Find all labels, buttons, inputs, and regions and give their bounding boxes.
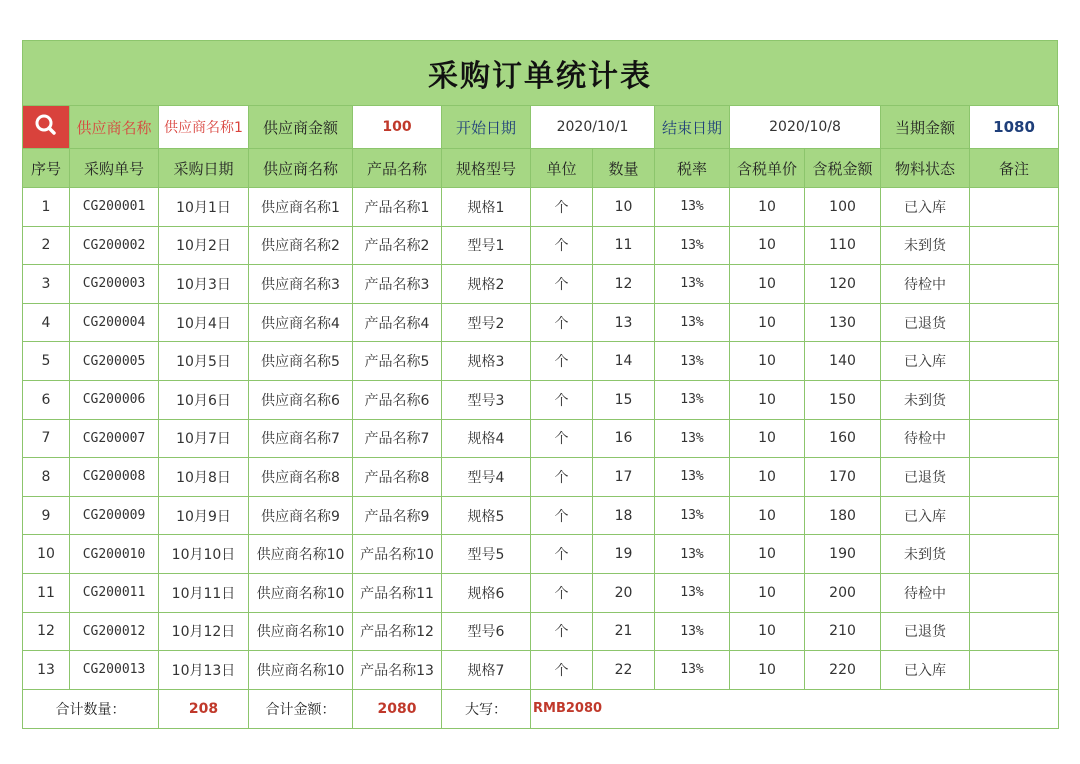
cell-tax-rate[interactable]: 13%: [655, 612, 730, 651]
cell-order-date[interactable]: 10月11日: [159, 573, 249, 612]
supplier-amount-label: 供应商金额: [249, 106, 353, 149]
cell-index[interactable]: 11: [23, 573, 70, 612]
header-quantity: 数量: [593, 149, 655, 188]
cell-remark[interactable]: [970, 573, 1059, 612]
supplier-name-input[interactable]: 供应商名称1: [159, 106, 249, 149]
header-order-no: 采购单号: [70, 149, 159, 188]
table-row: [23, 265, 1059, 304]
cell-order-date[interactable]: 10月2日: [159, 226, 249, 265]
header-amount: 含税金额: [805, 149, 881, 188]
cell-order-no[interactable]: CG200012: [70, 612, 159, 651]
cell-amount[interactable]: 160: [805, 419, 881, 458]
cell-material-status[interactable]: 已退货: [881, 303, 970, 342]
cell-unit-price[interactable]: 10: [730, 612, 805, 651]
purchase-order-sheet: [22, 40, 1058, 729]
cell-supplier-name[interactable]: 供应商名称8: [249, 458, 353, 497]
cell-remark[interactable]: [970, 612, 1059, 651]
cell-amount[interactable]: 200: [805, 573, 881, 612]
cell-unit-price[interactable]: 10: [730, 380, 805, 419]
cell-tax-rate[interactable]: 13%: [655, 380, 730, 419]
period-amount-value: 1080: [970, 106, 1059, 149]
purchase-order-table: [22, 105, 1059, 729]
cell-product-name[interactable]: 产品名称11: [353, 573, 442, 612]
cell-product-name[interactable]: 产品名称8: [353, 458, 442, 497]
cell-amount[interactable]: 100: [805, 188, 881, 227]
cell-unit-price[interactable]: 10: [730, 303, 805, 342]
cell-index[interactable]: 6: [23, 380, 70, 419]
cell-unit-price[interactable]: 10: [730, 419, 805, 458]
cell-remark[interactable]: [970, 535, 1059, 574]
cell-unit[interactable]: 个: [531, 535, 593, 574]
cell-unit[interactable]: 个: [531, 458, 593, 497]
sheet-title: 采购订单统计表: [22, 40, 1058, 105]
cell-amount[interactable]: 130: [805, 303, 881, 342]
table-row: [23, 458, 1059, 497]
cell-quantity[interactable]: 16: [593, 419, 655, 458]
cell-quantity[interactable]: 11: [593, 226, 655, 265]
cell-index[interactable]: 10: [23, 535, 70, 574]
cell-material-status[interactable]: 未到货: [881, 226, 970, 265]
cell-unit-price[interactable]: 10: [730, 535, 805, 574]
table-row: [23, 303, 1059, 342]
cell-spec-model[interactable]: 规格1: [442, 188, 531, 227]
cell-tax-rate[interactable]: 13%: [655, 419, 730, 458]
cell-product-name[interactable]: 产品名称5: [353, 342, 442, 381]
cell-remark[interactable]: [970, 458, 1059, 497]
cell-material-status[interactable]: 已入库: [881, 651, 970, 690]
cell-tax-rate[interactable]: 13%: [655, 496, 730, 535]
total-qty-label: 合计数量：: [23, 689, 159, 728]
cell-quantity[interactable]: 12: [593, 265, 655, 304]
cell-material-status[interactable]: 已退货: [881, 612, 970, 651]
cell-order-no[interactable]: CG200004: [70, 303, 159, 342]
table-header-row: [23, 149, 1059, 188]
header-unit-price: 含税单价: [730, 149, 805, 188]
cell-order-no[interactable]: CG200011: [70, 573, 159, 612]
cell-amount[interactable]: 170: [805, 458, 881, 497]
period-amount-label: 当期金额: [881, 106, 970, 149]
table-body: [23, 188, 1059, 690]
cell-order-no[interactable]: CG200008: [70, 458, 159, 497]
cell-product-name[interactable]: 产品名称1: [353, 188, 442, 227]
cell-material-status[interactable]: 已入库: [881, 188, 970, 227]
cell-order-no[interactable]: CG200007: [70, 419, 159, 458]
header-spec-model: 规格型号: [442, 149, 531, 188]
cell-order-no[interactable]: CG200013: [70, 651, 159, 690]
cell-unit[interactable]: 个: [531, 573, 593, 612]
capital-amount-label: 大写：: [442, 689, 531, 728]
start-date-label: 开始日期: [442, 106, 531, 149]
cell-product-name[interactable]: 产品名称9: [353, 496, 442, 535]
cell-tax-rate[interactable]: 13%: [655, 573, 730, 612]
cell-order-no[interactable]: CG200009: [70, 496, 159, 535]
cell-order-date[interactable]: 10月7日: [159, 419, 249, 458]
cell-unit-price[interactable]: 10: [730, 458, 805, 497]
cell-supplier-name[interactable]: 供应商名称10: [249, 573, 353, 612]
cell-unit[interactable]: 个: [531, 265, 593, 304]
cell-quantity[interactable]: 13: [593, 303, 655, 342]
cell-remark[interactable]: [970, 265, 1059, 304]
cell-spec-model[interactable]: 型号1: [442, 226, 531, 265]
cell-quantity[interactable]: 15: [593, 380, 655, 419]
cell-spec-model[interactable]: 规格3: [442, 342, 531, 381]
cell-supplier-name[interactable]: 供应商名称10: [249, 651, 353, 690]
cell-remark[interactable]: [970, 188, 1059, 227]
cell-amount[interactable]: 190: [805, 535, 881, 574]
table-row: [23, 651, 1059, 690]
table-row: [23, 188, 1059, 227]
cell-supplier-name[interactable]: 供应商名称9: [249, 496, 353, 535]
cell-order-date[interactable]: 10月9日: [159, 496, 249, 535]
cell-supplier-name[interactable]: 供应商名称10: [249, 612, 353, 651]
cell-spec-model[interactable]: 型号5: [442, 535, 531, 574]
cell-spec-model[interactable]: 型号6: [442, 612, 531, 651]
cell-unit[interactable]: 个: [531, 342, 593, 381]
cell-material-status[interactable]: 未到货: [881, 380, 970, 419]
cell-unit[interactable]: 个: [531, 419, 593, 458]
table-row: [23, 419, 1059, 458]
cell-remark[interactable]: [970, 419, 1059, 458]
cell-unit-price[interactable]: 10: [730, 342, 805, 381]
cell-unit[interactable]: 个: [531, 226, 593, 265]
cell-product-name[interactable]: 产品名称6: [353, 380, 442, 419]
cell-product-name[interactable]: 产品名称12: [353, 612, 442, 651]
cell-supplier-name[interactable]: 供应商名称5: [249, 342, 353, 381]
cell-order-no[interactable]: CG200006: [70, 380, 159, 419]
cell-tax-rate[interactable]: 13%: [655, 342, 730, 381]
table-row: [23, 535, 1059, 574]
cell-order-no[interactable]: CG200010: [70, 535, 159, 574]
cell-order-date[interactable]: 10月5日: [159, 342, 249, 381]
start-date-input[interactable]: 2020/10/1: [531, 106, 655, 149]
cell-index[interactable]: 13: [23, 651, 70, 690]
cell-index[interactable]: 3: [23, 265, 70, 304]
cell-order-date[interactable]: 10月1日: [159, 188, 249, 227]
total-amount-value: 2080: [353, 689, 442, 728]
cell-spec-model[interactable]: 规格4: [442, 419, 531, 458]
cell-quantity[interactable]: 20: [593, 573, 655, 612]
table-row: [23, 496, 1059, 535]
totals-row: [23, 689, 1059, 728]
cell-quantity[interactable]: 21: [593, 612, 655, 651]
cell-supplier-name[interactable]: 供应商名称1: [249, 188, 353, 227]
table-row: [23, 612, 1059, 651]
cell-tax-rate[interactable]: 13%: [655, 458, 730, 497]
header-material-status: 物料状态: [881, 149, 970, 188]
cell-supplier-name[interactable]: 供应商名称7: [249, 419, 353, 458]
cell-order-date[interactable]: 10月12日: [159, 612, 249, 651]
cell-index[interactable]: 2: [23, 226, 70, 265]
cell-product-name[interactable]: 产品名称7: [353, 419, 442, 458]
cell-order-date[interactable]: 10月4日: [159, 303, 249, 342]
cell-order-no[interactable]: CG200002: [70, 226, 159, 265]
cell-index[interactable]: 1: [23, 188, 70, 227]
header-product-name: 产品名称: [353, 149, 442, 188]
cell-amount[interactable]: 140: [805, 342, 881, 381]
cell-unit-price[interactable]: 10: [730, 651, 805, 690]
capital-amount-value: RMB2080: [531, 689, 1059, 728]
header-tax-rate: 税率: [655, 149, 730, 188]
cell-tax-rate[interactable]: 13%: [655, 265, 730, 304]
cell-spec-model[interactable]: 规格7: [442, 651, 531, 690]
cell-unit[interactable]: 个: [531, 380, 593, 419]
cell-index[interactable]: 4: [23, 303, 70, 342]
cell-spec-model[interactable]: 型号3: [442, 380, 531, 419]
end-date-input[interactable]: 2020/10/8: [730, 106, 881, 149]
cell-order-no[interactable]: CG200005: [70, 342, 159, 381]
cell-unit[interactable]: 个: [531, 651, 593, 690]
cell-unit[interactable]: 个: [531, 496, 593, 535]
cell-quantity[interactable]: 18: [593, 496, 655, 535]
cell-unit[interactable]: 个: [531, 188, 593, 227]
cell-quantity[interactable]: 10: [593, 188, 655, 227]
cell-product-name[interactable]: 产品名称10: [353, 535, 442, 574]
cell-material-status[interactable]: 待检中: [881, 419, 970, 458]
end-date-label: 结束日期: [655, 106, 730, 149]
supplier-name-label: 供应商名称: [70, 106, 159, 149]
cell-product-name[interactable]: 产品名称13: [353, 651, 442, 690]
cell-unit-price[interactable]: 10: [730, 496, 805, 535]
cell-product-name[interactable]: 产品名称3: [353, 265, 442, 304]
filter-row: [23, 106, 1059, 149]
cell-order-date[interactable]: 10月3日: [159, 265, 249, 304]
cell-material-status[interactable]: 已退货: [881, 458, 970, 497]
cell-amount[interactable]: 150: [805, 380, 881, 419]
cell-spec-model[interactable]: 规格2: [442, 265, 531, 304]
header-unit: 单位: [531, 149, 593, 188]
table-row: [23, 342, 1059, 381]
cell-index[interactable]: 12: [23, 612, 70, 651]
cell-quantity[interactable]: 19: [593, 535, 655, 574]
header-order-date: 采购日期: [159, 149, 249, 188]
cell-amount[interactable]: 210: [805, 612, 881, 651]
cell-product-name[interactable]: 产品名称4: [353, 303, 442, 342]
cell-order-date[interactable]: 10月13日: [159, 651, 249, 690]
cell-amount[interactable]: 120: [805, 265, 881, 304]
cell-quantity[interactable]: 14: [593, 342, 655, 381]
cell-supplier-name[interactable]: 供应商名称2: [249, 226, 353, 265]
table-row: [23, 226, 1059, 265]
cell-material-status[interactable]: 待检中: [881, 573, 970, 612]
cell-index[interactable]: 9: [23, 496, 70, 535]
table-row: [23, 573, 1059, 612]
header-supplier-name: 供应商名称: [249, 149, 353, 188]
cell-unit-price[interactable]: 10: [730, 265, 805, 304]
cell-supplier-name[interactable]: 供应商名称3: [249, 265, 353, 304]
cell-quantity[interactable]: 17: [593, 458, 655, 497]
cell-material-status[interactable]: 未到货: [881, 535, 970, 574]
cell-unit[interactable]: 个: [531, 612, 593, 651]
cell-remark[interactable]: [970, 226, 1059, 265]
cell-remark[interactable]: [970, 496, 1059, 535]
total-amount-label: 合计金额：: [249, 689, 353, 728]
cell-remark[interactable]: [970, 380, 1059, 419]
cell-supplier-name[interactable]: 供应商名称4: [249, 303, 353, 342]
cell-quantity[interactable]: 22: [593, 651, 655, 690]
cell-remark[interactable]: [970, 342, 1059, 381]
cell-order-no[interactable]: CG200001: [70, 188, 159, 227]
cell-tax-rate[interactable]: 13%: [655, 303, 730, 342]
cell-remark[interactable]: [970, 651, 1059, 690]
cell-unit[interactable]: 个: [531, 303, 593, 342]
cell-unit-price[interactable]: 10: [730, 573, 805, 612]
header-remark: 备注: [970, 149, 1059, 188]
cell-spec-model[interactable]: 型号2: [442, 303, 531, 342]
cell-order-date[interactable]: 10月8日: [159, 458, 249, 497]
cell-spec-model[interactable]: 型号4: [442, 458, 531, 497]
cell-supplier-name[interactable]: 供应商名称6: [249, 380, 353, 419]
cell-tax-rate[interactable]: 13%: [655, 226, 730, 265]
cell-order-date[interactable]: 10月6日: [159, 380, 249, 419]
cell-unit-price[interactable]: 10: [730, 226, 805, 265]
cell-material-status[interactable]: 已入库: [881, 342, 970, 381]
search-icon: [23, 106, 69, 144]
cell-spec-model[interactable]: 规格6: [442, 573, 531, 612]
cell-material-status[interactable]: 待检中: [881, 265, 970, 304]
cell-unit-price[interactable]: 10: [730, 188, 805, 227]
cell-index[interactable]: 7: [23, 419, 70, 458]
total-qty-value: 208: [159, 689, 249, 728]
cell-spec-model[interactable]: 规格5: [442, 496, 531, 535]
cell-index[interactable]: 8: [23, 458, 70, 497]
cell-order-date[interactable]: 10月10日: [159, 535, 249, 574]
cell-amount[interactable]: 110: [805, 226, 881, 265]
cell-material-status[interactable]: 已入库: [881, 496, 970, 535]
cell-supplier-name[interactable]: 供应商名称10: [249, 535, 353, 574]
cell-product-name[interactable]: 产品名称2: [353, 226, 442, 265]
cell-index[interactable]: 5: [23, 342, 70, 381]
cell-remark[interactable]: [970, 303, 1059, 342]
header-index: 序号: [23, 149, 70, 188]
cell-order-no[interactable]: CG200003: [70, 265, 159, 304]
cell-tax-rate[interactable]: 13%: [655, 651, 730, 690]
cell-tax-rate[interactable]: 13%: [655, 535, 730, 574]
search-button[interactable]: [23, 106, 70, 149]
table-row: [23, 380, 1059, 419]
supplier-amount-value: 100: [353, 106, 442, 149]
cell-tax-rate[interactable]: 13%: [655, 188, 730, 227]
cell-amount[interactable]: 180: [805, 496, 881, 535]
cell-amount[interactable]: 220: [805, 651, 881, 690]
